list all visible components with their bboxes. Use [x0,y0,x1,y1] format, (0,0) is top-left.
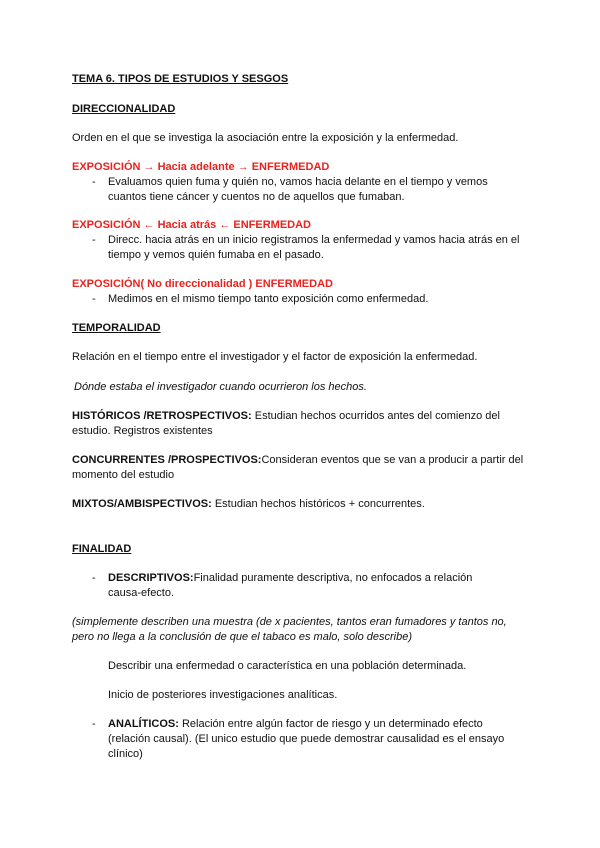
descriptivos-term: DESCRIPTIVOS: [108,572,194,584]
historicos-desc: Estudian hechos ocurridos antes del comienzo del [251,410,500,422]
exposure-backward-text-2: tiempo y vemos quién fumaba en el pasado. [108,249,324,261]
analiticos-line-3: clínico) [108,748,143,760]
mixtos-desc: Estudian hechos históricos + concurrentes. [211,498,425,510]
exposure-forward-text-2: cuantos tiene cáncer y cuentos no de aquellos que fumaban. [108,191,405,203]
descriptivos-point-1: Describir una enfermedad o característica en una población determinada. [108,660,467,672]
exposure-nondirectional-text: Medimos en el mismo tiempo tanto exposición como enfermedad. [108,293,429,305]
analiticos-line-1 [108,717,483,731]
historicos-line-1 [72,409,500,423]
historicos-term: HISTÓRICOS /RETROSPECTIVOS: [72,410,252,422]
section-heading-temporalidad: TEMPORALIDAD [72,322,161,334]
descriptivos-point-2: Inicio de posteriores investigaciones analíticas. [108,689,338,701]
historicos-line-2: estudio. Registros existentes [72,425,213,437]
descriptivos-desc: Finalidad puramente descriptiva, no enfocados a relación [193,572,473,584]
exposure-backward-text-1: Direcc. hacia atrás en un inicio registramos la enfermedad y vamos hacia atrás en el [108,234,520,246]
descriptivos-note-2: pero no llega a la conclusión de que el tabaco es malo, solo describe) [72,631,412,643]
bullet-dash: - [92,572,96,584]
bullet-dash: - [92,718,96,730]
bullet-dash: - [92,293,96,305]
descriptivos-line-2: causa-efecto. [108,587,175,599]
section-heading-direccionalidad: DIRECCIONALIDAD [72,103,176,115]
exposure-backward-heading: EXPOSICIÓN ← Hacia atrás ← ENFERMEDAD [72,219,312,231]
bullet-dash: - [92,176,96,188]
temporalidad-intro: Relación en el tiempo entre el investigador y el factor de exposición la enfermedad. [72,351,478,363]
analiticos-term: ANALÍTICOS: [108,718,179,730]
descriptivos-line-1 [108,571,472,585]
mixtos-line [72,497,425,511]
section-heading-finalidad: FINALIDAD [72,543,132,555]
concurrentes-line-1 [72,453,523,467]
concurrentes-term: CONCURRENTES /PROSPECTIVOS: [72,454,262,466]
exposure-nondirectional-heading: EXPOSICIÓN( No direccionalidad ) ENFERMEDAD [72,278,333,290]
analiticos-desc: Relación entre algún factor de riesgo y un determinado efecto [178,718,483,730]
exposure-forward-text-1: Evaluamos quien fuma y quién no, vamos hacia delante en el tiempo y vemos [108,176,488,188]
mixtos-term: MIXTOS/AMBISPECTIVOS: [72,498,212,510]
concurrentes-desc: Consideran eventos que se van a producir a partir del [261,454,524,466]
bullet-dash: - [92,234,96,246]
analiticos-line-2: (relación causal). (El unico estudio que puede demostrar causalidad es el ensayo [108,733,505,745]
descriptivos-note-1: (simplemente describen una muestra (de x pacientes, tantos eran fumadores y tantos no, [72,616,507,628]
temporalidad-question: Dónde estaba el investigador cuando ocurrieron los hechos. [74,381,367,393]
document-title: TEMA 6. TIPOS DE ESTUDIOS Y SESGOS [72,73,289,85]
direccionalidad-intro: Orden en el que se investiga la asociación entre la exposición y la enfermedad. [72,132,459,144]
exposure-forward-heading: EXPOSICIÓN → Hacia adelante → ENFERMEDAD [72,161,330,173]
concurrentes-line-2: momento del estudio [72,469,175,481]
